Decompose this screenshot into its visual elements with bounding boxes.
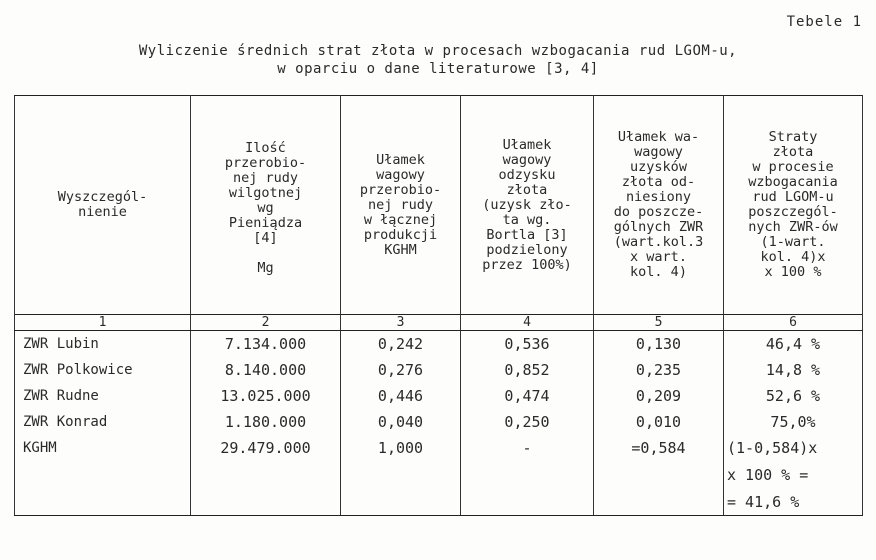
table-cell: 0,536 (461, 331, 594, 358)
table-cell: 7.134.000 (191, 331, 341, 358)
table-cell: 0,446 (341, 383, 461, 409)
table-row-continuation (15, 461, 863, 488)
table-cell: 8.140.000 (191, 357, 341, 383)
table-cell: - (461, 435, 594, 461)
row-label: KGHM (15, 435, 191, 461)
table-number: Tebele 1 (786, 14, 862, 30)
table-cell: 0,242 (341, 331, 461, 358)
table-row-total (15, 435, 863, 461)
table-cell: 0,130 (594, 331, 724, 358)
table-cell: 29.479.000 (191, 435, 341, 461)
table-cell: x 100 % = (724, 461, 863, 488)
table-cell: 13.025.000 (191, 383, 341, 409)
table-cell: 0,852 (461, 357, 594, 383)
table-row (15, 331, 863, 358)
table-cell: 14,8 % (724, 357, 863, 383)
column-number: 1 (15, 315, 191, 331)
table-cell: 0,209 (594, 383, 724, 409)
table-cell: 52,6 % (724, 383, 863, 409)
header-cell-5: Ułamek wa- wagowy uzysków złota od- niesiony do poszcze- gólnych ZWR (wart.kol.3 x wart. kol. 4) (594, 96, 724, 315)
table-cell: 0,010 (594, 409, 724, 435)
table-cell: 1.180.000 (191, 409, 341, 435)
table-cell: 0,250 (461, 409, 594, 435)
table-row (15, 409, 863, 435)
caption-line-1: Wyliczenie średnich strat złota w procesach wzbogacania rud LGOM-u, (138, 43, 738, 59)
gold-loss-table (14, 95, 863, 516)
row-label: ZWR Lubin (15, 331, 191, 358)
table-cell: 0,276 (341, 357, 461, 383)
table-row (15, 383, 863, 409)
column-number: 3 (341, 315, 461, 331)
header-cell-3: Ułamek wagowy przerobio- nej rudy w łącznej produkcji KGHM (341, 96, 461, 315)
caption-line-2: w oparciu o dane literaturowe [3, 4] (277, 61, 599, 77)
row-label: ZWR Konrad (15, 409, 191, 435)
header-row (15, 96, 863, 315)
table-cell: 46,4 % (724, 331, 863, 358)
header-cell-1: Wyszczegól- nienie (15, 96, 191, 315)
table-cell: (1-0,584)x (724, 435, 863, 461)
column-number: 4 (461, 315, 594, 331)
row-label: ZWR Polkowice (15, 357, 191, 383)
column-number: 5 (594, 315, 724, 331)
table-cell: 0,235 (594, 357, 724, 383)
table-cell: 0,474 (461, 383, 594, 409)
table-cell: 1,000 (341, 435, 461, 461)
table-cell: 75,0% (724, 409, 863, 435)
header-cell-2: Ilość przerobio- nej rudy wilgotnej wg Pieniądza [4] Mg (191, 96, 341, 315)
header-cell-6: Straty złota w procesie wzbogacania rud LGOM-u poszczegól- nych ZWR-ów (1-wart. kol. 4)x x 100 % (724, 96, 863, 315)
table-row-continuation (15, 488, 863, 516)
column-number-row (15, 315, 863, 331)
table-caption (0, 42, 876, 78)
table-cell: =0,584 (594, 435, 724, 461)
table-cell: 0,040 (341, 409, 461, 435)
table-cell: = 41,6 % (724, 488, 863, 516)
column-number: 2 (191, 315, 341, 331)
column-number: 6 (724, 315, 863, 331)
row-label: ZWR Rudne (15, 383, 191, 409)
table-row (15, 357, 863, 383)
header-cell-4: Ułamek wagowy odzysku złota (uzysk zło- ta wg. Bortla [3] podzielony przez 100%) (461, 96, 594, 315)
